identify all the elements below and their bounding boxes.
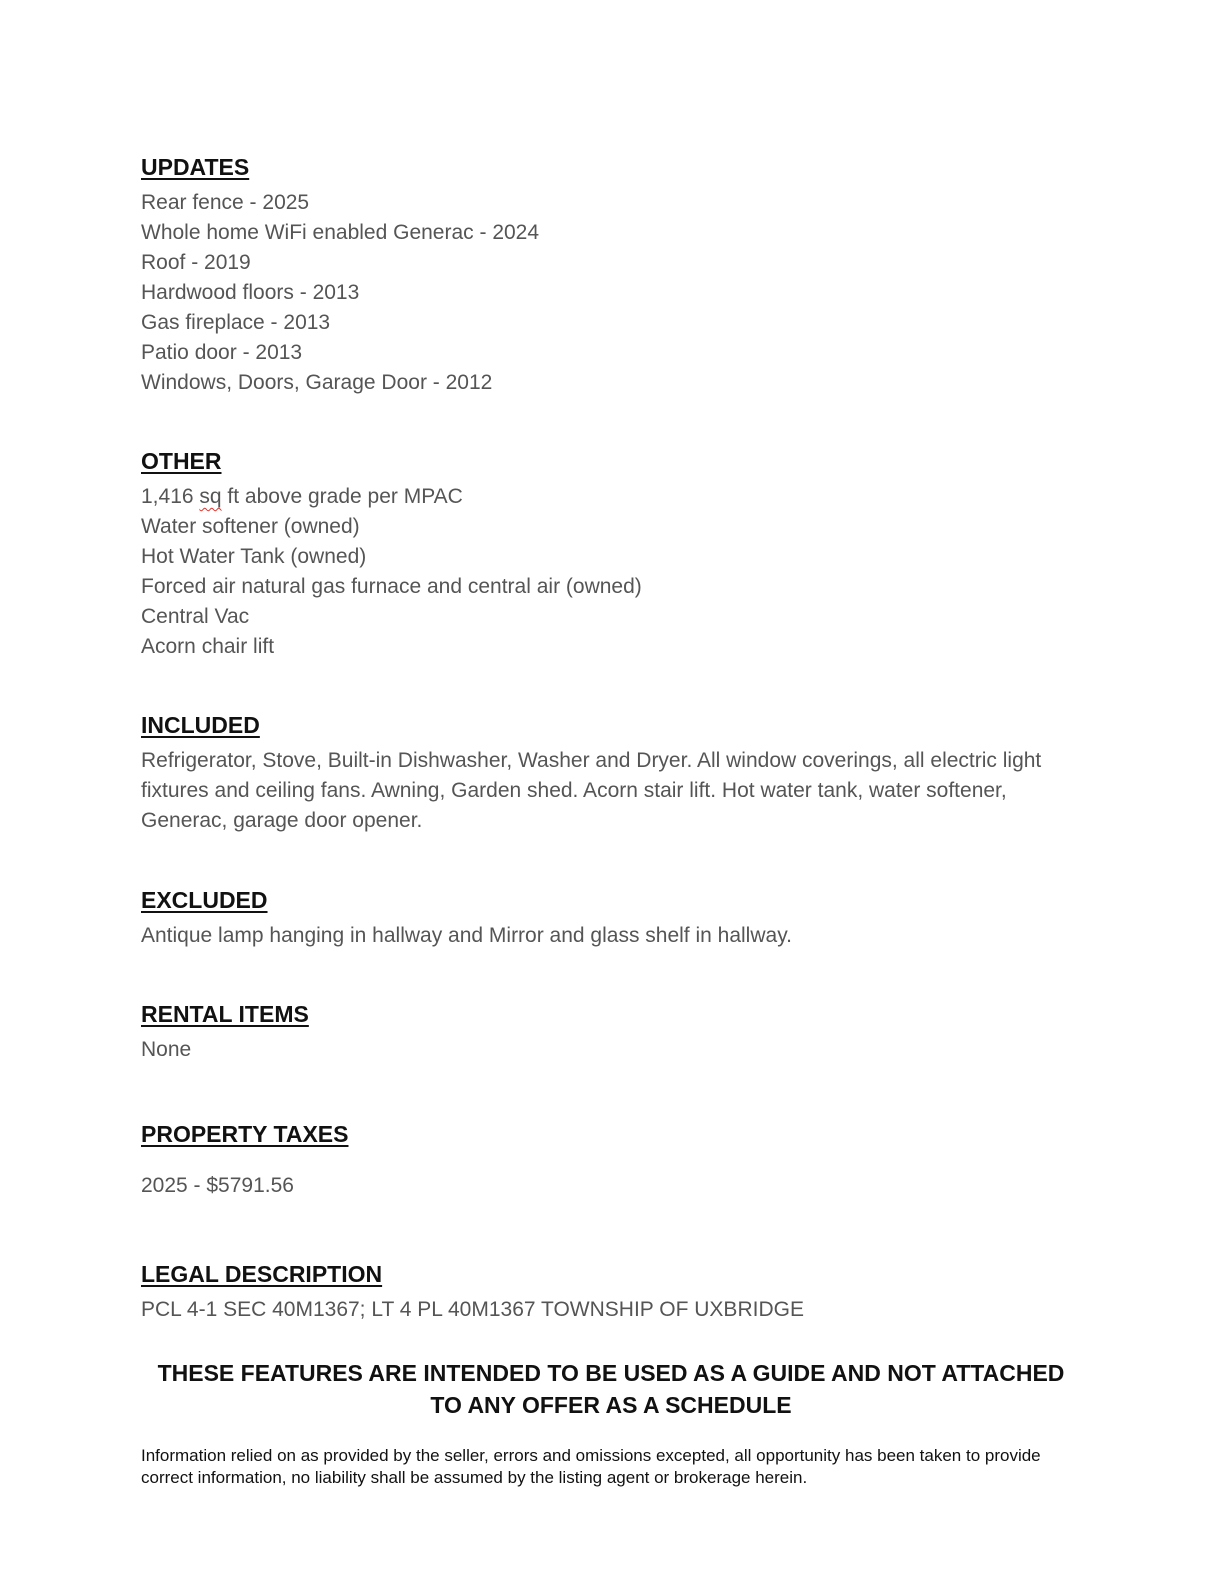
list-item: Whole home WiFi enabled Generac - 2024 [141,221,540,244]
rental-items-heading: RENTAL ITEMS [141,1001,309,1027]
excluded-section [141,883,1081,951]
updates-section [141,150,1081,398]
list-item: Gas fireplace - 2013 [141,311,331,334]
legal-description-heading: LEGAL DESCRIPTION [141,1261,383,1287]
excluded-heading: EXCLUDED [141,887,268,913]
included-text: Refrigerator, Stove, Built-in Dishwasher, Washer and Dryer. All window coverings, all electric light fixtures and ceiling fans. Awning, Garden shed. Acorn stair lift. Hot water tank, water softener, Generac, garage door opener. [141,749,1042,832]
list-item: Patio door - 2013 [141,341,303,364]
list-item: Hardwood floors - 2013 [141,281,360,304]
property-taxes-text: 2025 - $5791.56 [141,1174,294,1197]
list-item: Acorn chair lift [141,635,275,658]
list-item-suffix: ft above grade per MPAC [221,485,463,508]
included-heading: INCLUDED [141,712,260,738]
list-item: Water softener (owned) [141,515,360,538]
rental-items-text: None [141,1038,192,1061]
list-item: Forced air natural gas furnace and central air (owned) [141,575,642,598]
legal-description-text: PCL 4-1 SEC 40M1367; LT 4 PL 40M1367 TOWNSHIP OF UXBRIDGE [141,1298,804,1321]
property-taxes-section [141,1117,1081,1201]
list-item: Central Vac [141,605,250,628]
legal-description-section [141,1257,1081,1325]
list-item-prefix: 1,416 [141,485,200,508]
updates-heading: UPDATES [141,154,250,180]
property-taxes-heading: PROPERTY TAXES [141,1121,349,1147]
other-heading: OTHER [141,448,222,474]
list-item: Hot Water Tank (owned) [141,545,367,568]
spellcheck-flagged-word[interactable]: sq [199,485,222,508]
guide-notice: THESE FEATURES ARE INTENDED TO BE USED AS A GUIDE AND NOT ATTACHED TO ANY OFFER AS A SCHEDULE [157,1360,1065,1418]
list-item: Rear fence - 2025 [141,191,310,214]
other-list [141,482,1081,662]
disclaimer-text: Information relied on as provided by the seller, errors and omissions excepted, all opportunity has been taken to provide correct information, no liability shall be assumed by the listing agent or brokerage herein. [141,1446,1041,1487]
list-item [141,482,1081,512]
list-item: Roof - 2019 [141,251,251,274]
excluded-text: Antique lamp hanging in hallway and Mirror and glass shelf in hallway. [141,924,792,947]
updates-list [141,188,1081,398]
included-section [141,708,1081,836]
list-item: Windows, Doors, Garage Door - 2012 [141,371,493,394]
other-section [141,444,1081,662]
rental-items-section [141,997,1081,1065]
